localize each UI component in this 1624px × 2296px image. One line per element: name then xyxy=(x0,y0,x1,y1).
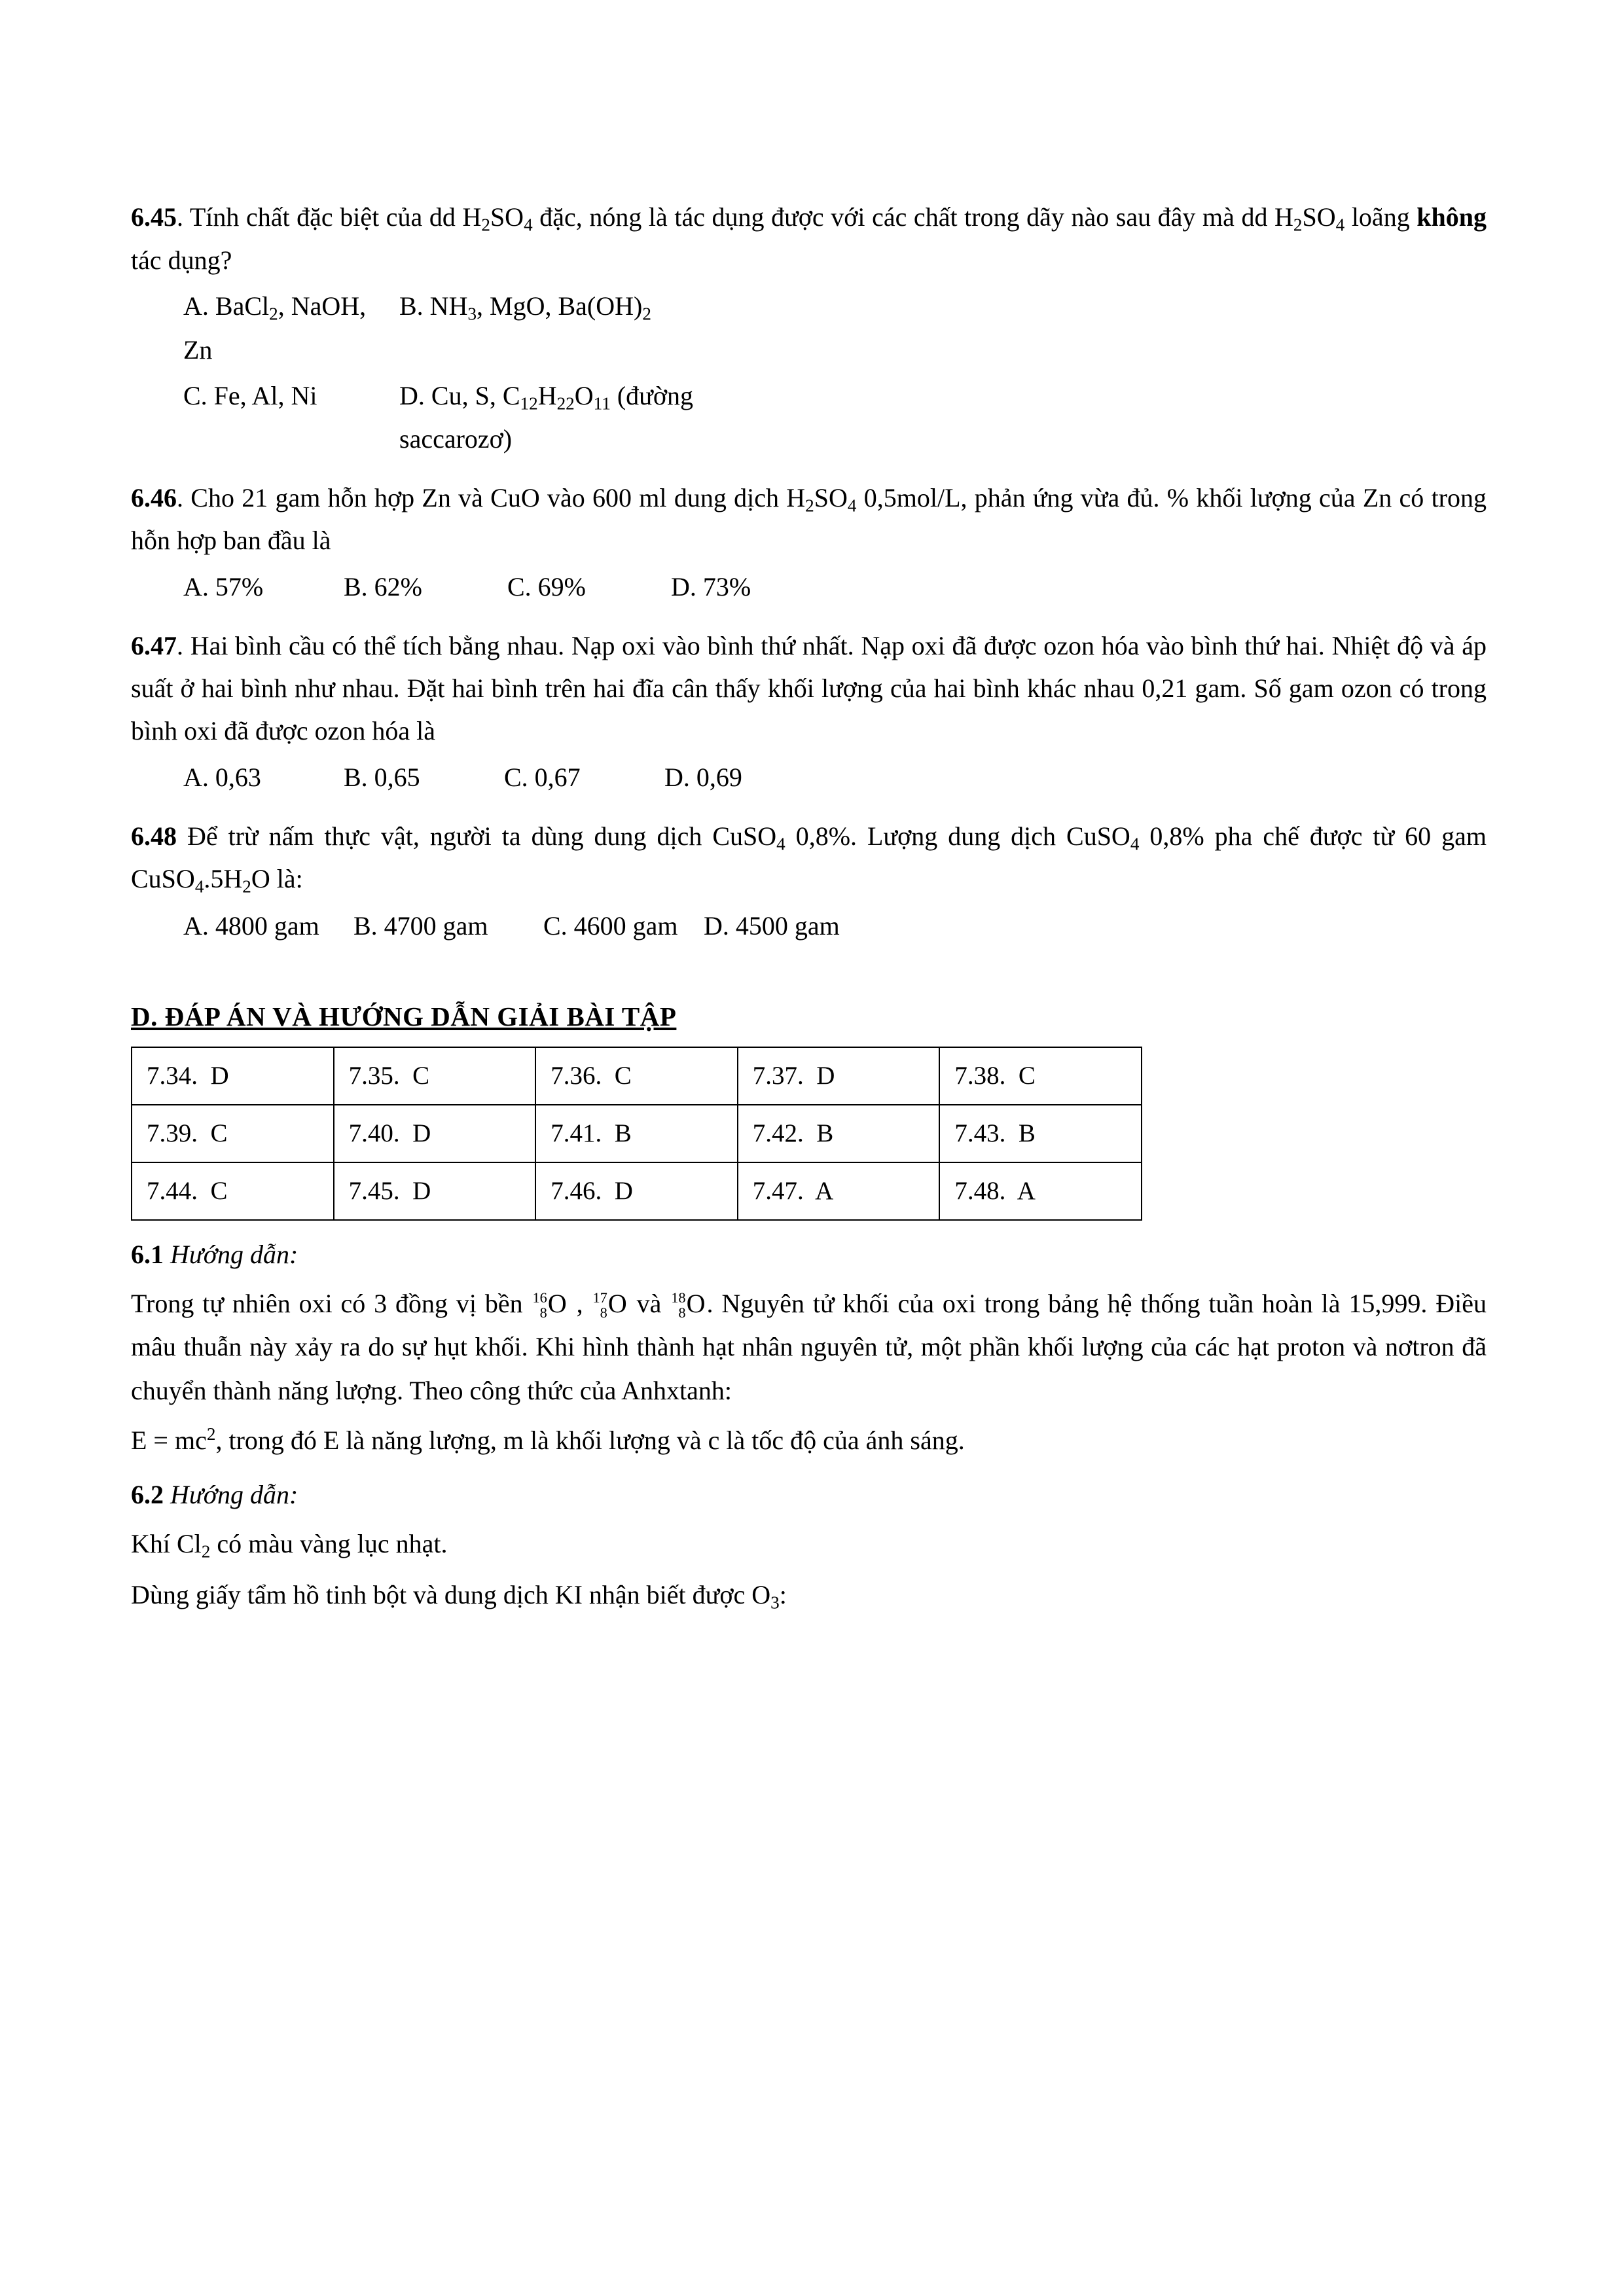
option-row xyxy=(131,905,1487,947)
answer-cell: 7.48. A xyxy=(939,1162,1142,1220)
question-number: 6.45 xyxy=(131,202,177,232)
question-block xyxy=(131,816,1487,947)
option-d[interactable]: D. Cu, S, $C_{12}H_{22}O_{11}$ (đường saccarozơ) xyxy=(399,380,693,454)
answer-cell: 7.45. D xyxy=(334,1162,536,1220)
solution-header xyxy=(131,1474,1487,1516)
table-row xyxy=(132,1105,1142,1162)
option-d[interactable]: D. 4500 gam xyxy=(704,910,840,941)
solution-number: 6.2 xyxy=(131,1480,164,1510)
solution-label: Hướng dẫn: xyxy=(170,1239,298,1269)
solution-paragraph: Dùng giấy tẩm hồ tinh bột và dung dịch KI nhận biết được $O_3$: xyxy=(131,1580,787,1613)
option-b[interactable]: B. 62% xyxy=(344,572,422,602)
question-body: . Hai bình cầu có thể tích bằng nhau. Nạp oxi vào bình thứ nhất. Nạp oxi đã được ozon hóa vào bình thứ hai. Nhiệt độ và áp suất ở hai bình như nhau. Đặt hai bình trên hai đĩa cân thấy khối lượng của hai bình khác nhau 0,21 gam. Số gam ozon có trong bình oxi đã được ozon hóa là xyxy=(131,631,1487,745)
option-c[interactable]: C. 0,67 xyxy=(504,762,581,792)
option-c[interactable]: C. 4600 gam xyxy=(543,910,678,941)
option-b[interactable]: B. $NH_3$, MgO, $Ba(OH)_2$ xyxy=(399,291,651,325)
question-text xyxy=(131,477,1487,562)
section-heading: D. ĐÁP ÁN VÀ HƯỚNG DẪN GIẢI BÀI TẬP xyxy=(131,1001,677,1031)
table-row xyxy=(132,1047,1142,1105)
solution-paragraph: $E = mc^2$, trong đó E là năng lượng, m là khối lượng và c là tốc độ của ánh sáng. xyxy=(131,1424,965,1456)
solution-label: Hướng dẫn: xyxy=(170,1480,298,1510)
option-row xyxy=(131,566,1487,608)
option-a[interactable]: A. 0,63 xyxy=(183,762,261,792)
solution-block xyxy=(131,1474,1487,1618)
answer-cell: 7.42. B xyxy=(738,1105,940,1162)
option-c[interactable]: C. Fe, Al, Ni xyxy=(183,380,317,410)
option-b[interactable]: B. 4700 gam xyxy=(353,910,488,941)
question-text xyxy=(131,816,1487,901)
option-a[interactable]: A. 4800 gam xyxy=(183,910,319,941)
table-row xyxy=(132,1162,1142,1220)
question-block xyxy=(131,477,1487,608)
answer-cell: 7.39. C xyxy=(132,1105,334,1162)
answer-key-table xyxy=(131,1047,1142,1221)
question-body: . Cho 21 gam hỗn hợp Zn và CuO vào 600 ml dung dịch $H_2SO_4$ 0,5mol/L, phản ứng vừa đủ. % khối lượng của Zn có trong hỗn hợp ban đầu là xyxy=(131,482,1487,556)
question-body: Để trừ nấm thực vật, người ta dùng dung dịch CuSO$_4$ 0,8%. Lượng dung dịch CuSO$_4$ 0,8% pha chế được từ 60 gam $CuSO_4.5H_2O$ là: xyxy=(131,821,1487,897)
solution-paragraph: Khí $Cl_2$ có màu vàng lục nhạt. xyxy=(131,1529,448,1562)
option-a[interactable]: A. BaCl$_2$, NaOH, Zn xyxy=(183,291,367,365)
answer-cell: 7.35. C xyxy=(334,1047,536,1105)
answer-cell: 7.47. A xyxy=(738,1162,940,1220)
option-b[interactable]: B. 0,65 xyxy=(344,762,420,792)
question-number: 6.47 xyxy=(131,631,177,661)
option-row xyxy=(131,285,1487,370)
answer-cell: 7.37. D xyxy=(738,1047,940,1105)
answer-cell: 7.41. B xyxy=(535,1105,738,1162)
answer-cell: 7.34. D xyxy=(132,1047,334,1105)
option-row xyxy=(131,757,1487,798)
question-block xyxy=(131,196,1487,460)
question-number: 6.48 xyxy=(131,821,177,851)
solution-number: 6.1 xyxy=(131,1239,164,1269)
answer-cell: 7.40. D xyxy=(334,1105,536,1162)
option-d[interactable]: D. 73% xyxy=(671,572,751,602)
answer-cell: 7.44. C xyxy=(132,1162,334,1220)
solution-header xyxy=(131,1234,1487,1276)
question-text xyxy=(131,625,1487,752)
question-text xyxy=(131,196,1487,281)
answer-cell: 7.46. D xyxy=(535,1162,738,1220)
question-number: 6.46 xyxy=(131,482,177,512)
option-c[interactable]: C. 69% xyxy=(507,572,586,602)
option-row xyxy=(131,375,1487,460)
option-d[interactable]: D. 0,69 xyxy=(664,762,742,792)
question-block xyxy=(131,625,1487,798)
answer-cell: 7.43. B xyxy=(939,1105,1142,1162)
solution-block xyxy=(131,1234,1487,1463)
solution-paragraph: Trong tự nhiên oxi có 3 đồng vị bền 16 8 O , 17 8 O và 18 8 O. Nguyên tử khối của oxi trong bảng hệ thống tuần hoàn là 15,999. Điều mâu thuẫn này xảy ra do sự hụt khối. Khi hình thành hạt nhân nguyên tử, một phần khối lượng của các hạt proton và nơtron đã chuyển thành năng lượng. Theo công thức của Anhxtanh: xyxy=(131,1288,1487,1405)
option-a[interactable]: A. 57% xyxy=(183,572,264,602)
question-body: . Tính chất đặc biệt của dd $H_2SO_4$ đặc, nóng là tác dụng được với các chất trong dãy nào sau đây mà dd $H_2SO_4$ loãng không tác dụng? xyxy=(131,202,1487,275)
answer-cell: 7.38. C xyxy=(939,1047,1142,1105)
answer-cell: 7.36. C xyxy=(535,1047,738,1105)
